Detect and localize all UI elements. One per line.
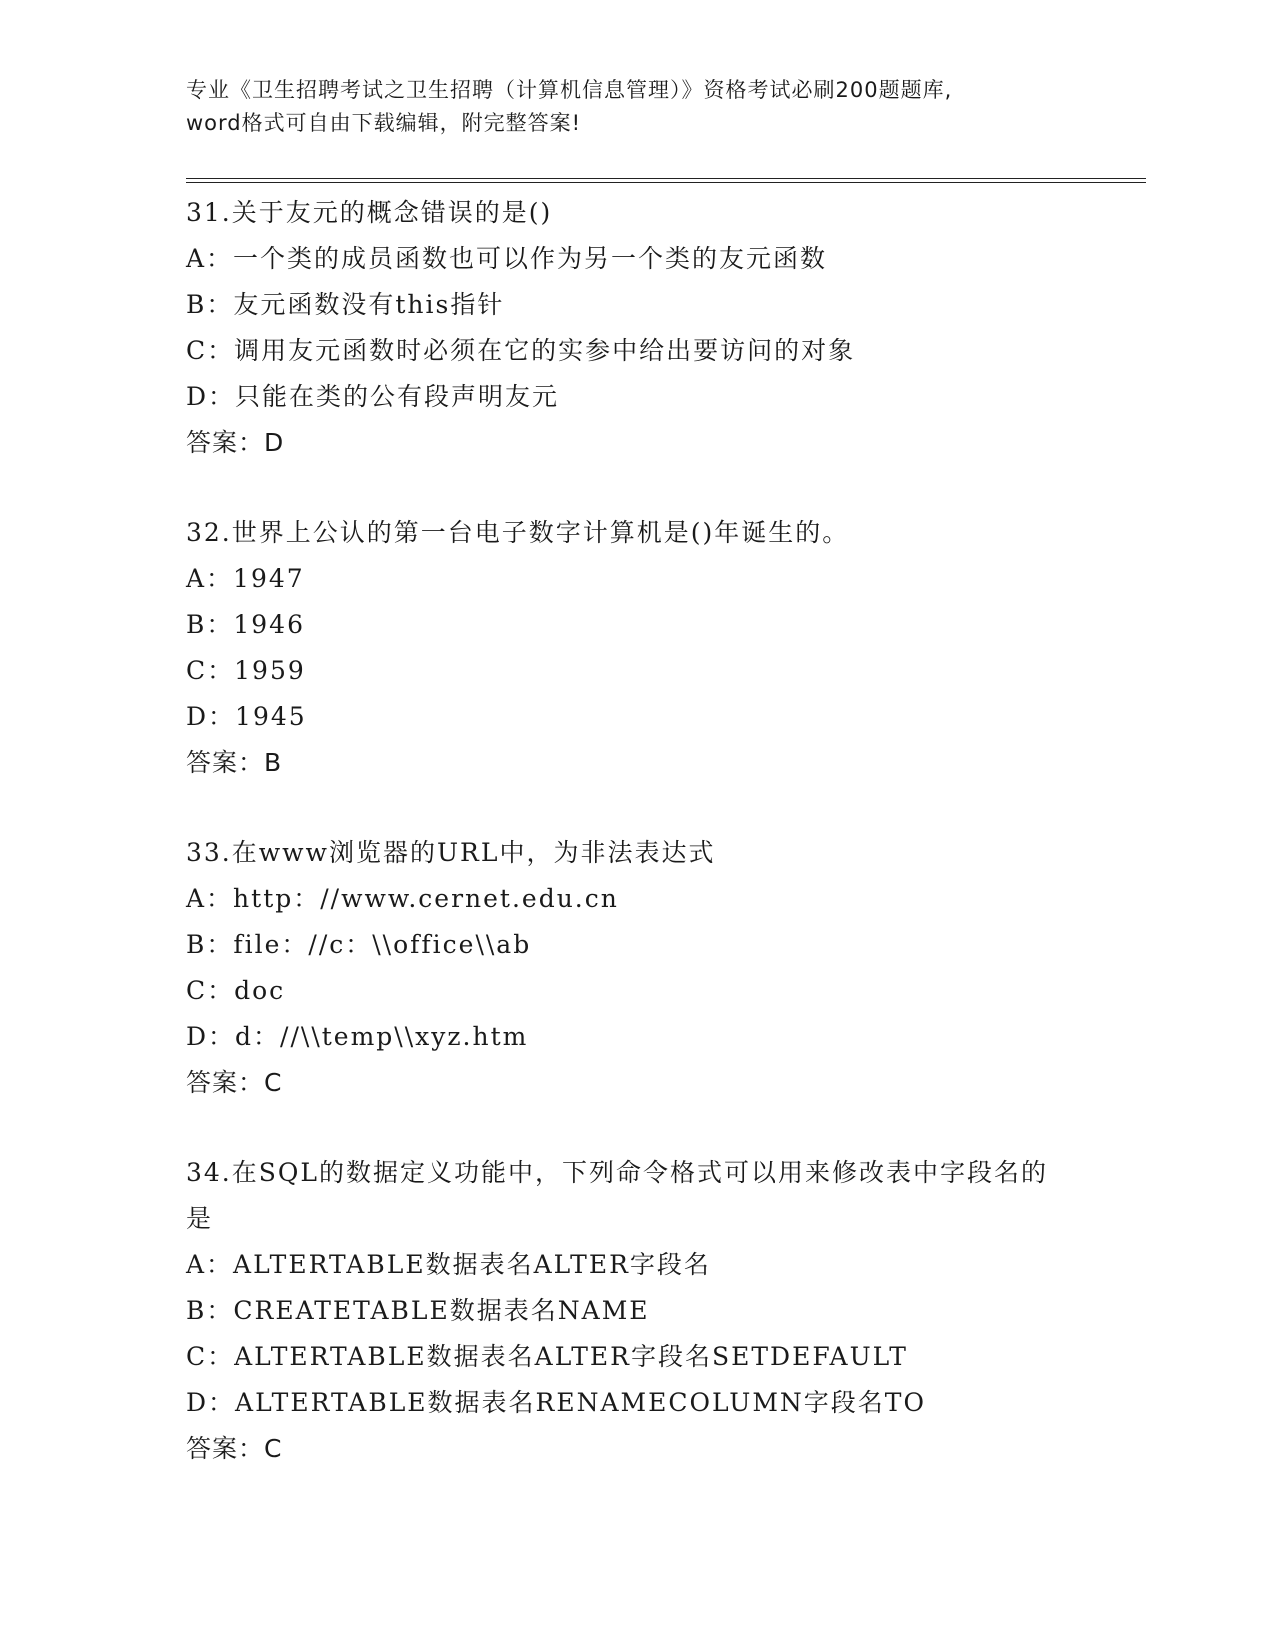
- option-c: C：ALTERTABLE数据表名ALTER字段名SETDEFAULT: [186, 1342, 908, 1371]
- option-a: A：1947: [186, 564, 305, 593]
- option-d: D：只能在类的公有段声明友元: [186, 382, 560, 411]
- question-33: [186, 830, 1086, 1106]
- option-c: C：1959: [186, 656, 306, 685]
- option-b: B：file：//c：\\office\\ab: [186, 930, 532, 959]
- option-d: D：d：//\\temp\\xyz.htm: [186, 1022, 529, 1051]
- option-a: A：一个类的成员函数也可以作为另一个类的友元函数: [186, 244, 828, 273]
- question-stem: 31.关于友元的概念错误的是(): [186, 198, 553, 227]
- answer: 答案：B: [186, 748, 283, 777]
- option-a: A：ALTERTABLE数据表名ALTER字段名: [186, 1250, 711, 1279]
- answer: 答案：C: [186, 1434, 283, 1463]
- option-b: B：友元函数没有this指针: [186, 290, 505, 319]
- header-line-2: word格式可自由下载编辑，附完整答案!: [186, 111, 582, 135]
- question-stem: 32.世界上公认的第一台电子数字计算机是()年诞生的。: [186, 518, 850, 547]
- option-c: C：doc: [186, 976, 286, 1005]
- option-d: D：1945: [186, 702, 307, 731]
- question-32: [186, 510, 1086, 786]
- question-stem: 33.在www浏览器的URL中，为非法表达式: [186, 838, 716, 867]
- question-stem: 34.在SQL的数据定义功能中，下列命令格式可以用来修改表中字段名的是: [186, 1158, 1048, 1233]
- question-list: [186, 190, 1086, 1516]
- question-34: [186, 1150, 1086, 1472]
- header-line-1: 专业《卫生招聘考试之卫生招聘（计算机信息管理）》资格考试必刷200题题库,: [186, 78, 953, 102]
- document-header: [186, 74, 1086, 140]
- double-rule-divider: [186, 178, 1146, 183]
- option-d: D：ALTERTABLE数据表名RENAMECOLUMN字段名TO: [186, 1388, 926, 1417]
- answer: 答案：C: [186, 1068, 283, 1097]
- question-31: [186, 190, 1086, 466]
- option-b: B：CREATETABLE数据表名NAME: [186, 1296, 650, 1325]
- answer: 答案：D: [186, 428, 285, 457]
- option-a: A：http：//www.cernet.edu.cn: [186, 884, 619, 913]
- option-c: C：调用友元函数时必须在它的实参中给出要访问的对象: [186, 336, 856, 365]
- option-b: B：1946: [186, 610, 305, 639]
